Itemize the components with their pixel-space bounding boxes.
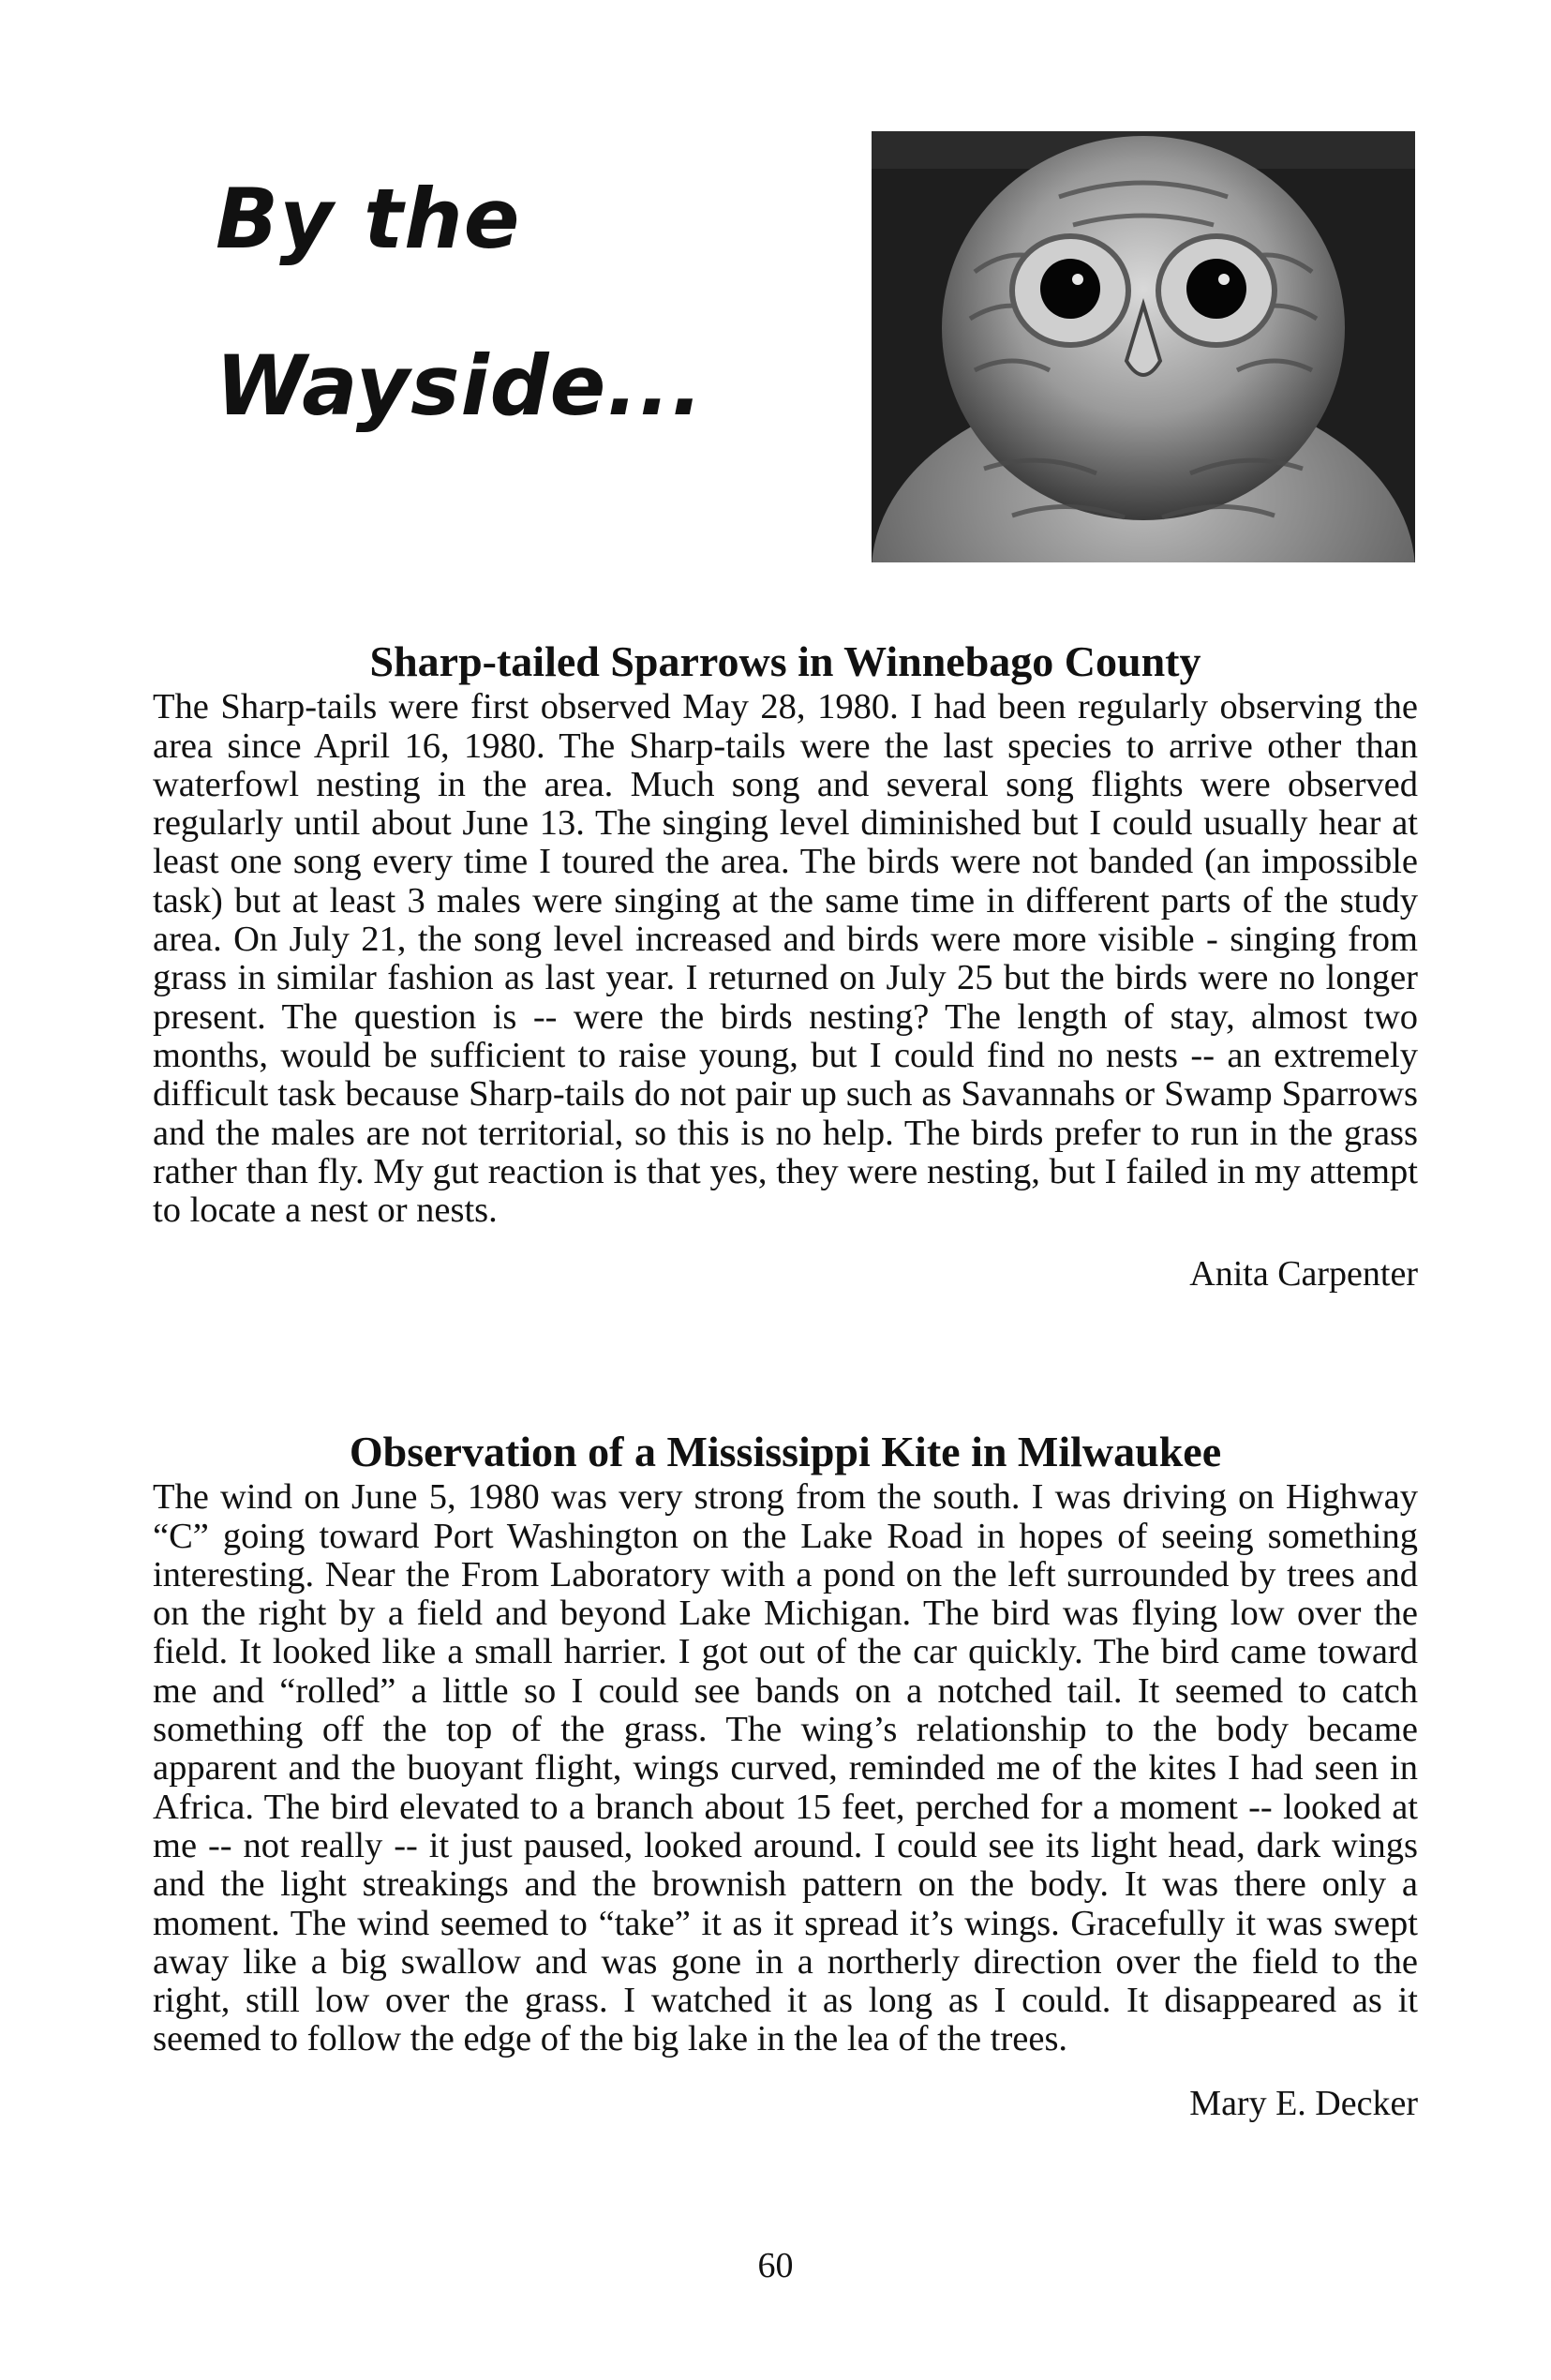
article-author: Anita Carpenter [1189,1254,1418,1295]
header-title-line-2: Wayside... [216,337,704,434]
page-number: 60 [757,2246,794,2285]
owl-photo [872,131,1415,562]
owl-left-eye [1040,259,1100,319]
owl-illustration [872,131,1415,562]
article-title: Sharp-tailed Sparrows in Winnebago County [369,637,1201,685]
owl-right-eye [1186,259,1246,319]
article-author: Mary E. Decker [1189,2083,1418,2123]
page-header-title [216,171,704,434]
article-body: The wind on June 5, 1980 was very strong from the south. I was driving on Highway “C” going toward Port Washington on the Lake Road in hopes of seeing something interesting. Near the From Laboratory with a pond on the left surrounded by trees and on the right by a field and beyond Lake Michigan. The bird was flying low over the field. It looked like a small harrier. I got out of the car quickly. The bird came toward me and “rolled” a little so I could see bands on a notched tail. It seemed to catch something off the top of the grass. The wing’s relationship to the body became apparent and the buoyant flight, wings curved, reminded me of the kites I had seen in Africa. The bird elevated to a branch about 15 feet, perched for a moment -- looked at me -- not really -- it just paused, looked around. I could see its light head, dark wings and the light streakings and the brownish pattern on the body. It was there only a moment. The wind seemed to “take” it as it spread it’s wings. Gracefully it was swept away like a big swallow and was gone in a northerly direction over the field to the right, still low over the grass. I watched it as long as I could. It disappeared as it seemed to follow the edge of the big lake in the lea of the trees. [153,1477,1418,2059]
article-mississippi-kite [153,1429,1418,2121]
article-sharp-tailed-sparrows [153,637,1418,1295]
article-title: Observation of a Mississippi Kite in Milwaukee [349,1428,1222,1475]
header-title-line-1: By the [216,171,521,267]
article-body: The Sharp-tails were first observed May 28, 1980. I had been regularly observing the area since April 16, 1980. The Sharp-tails were the last species to arrive other than waterfowl nesting in the area. Much song and several song flights were observed regularly until about June 13. The singing level diminished but I could usually hear at least one song every time I toured the area. The birds were not banded (an impossible task) but at least 3 males were singing at the same time in different parts of the study area. On July 21, the song level increased and birds were more visible - singing from grass in similar fashion as last year. I returned on July 25 but the birds were no longer present. The question is -- were the birds nesting? The length of stay, almost two months, would be sufficient to raise young, but I could find no nests -- an extremely difficult task because Sharp-tails do not pair up such as Savannahs or Swamp Sparrows and the males are not territorial, so this is no help. The birds prefer to run in the grass rather than fly. My gut reaction is that yes, they were nesting, but I failed in my attempt to locate a nest or nests. [153,687,1418,1231]
